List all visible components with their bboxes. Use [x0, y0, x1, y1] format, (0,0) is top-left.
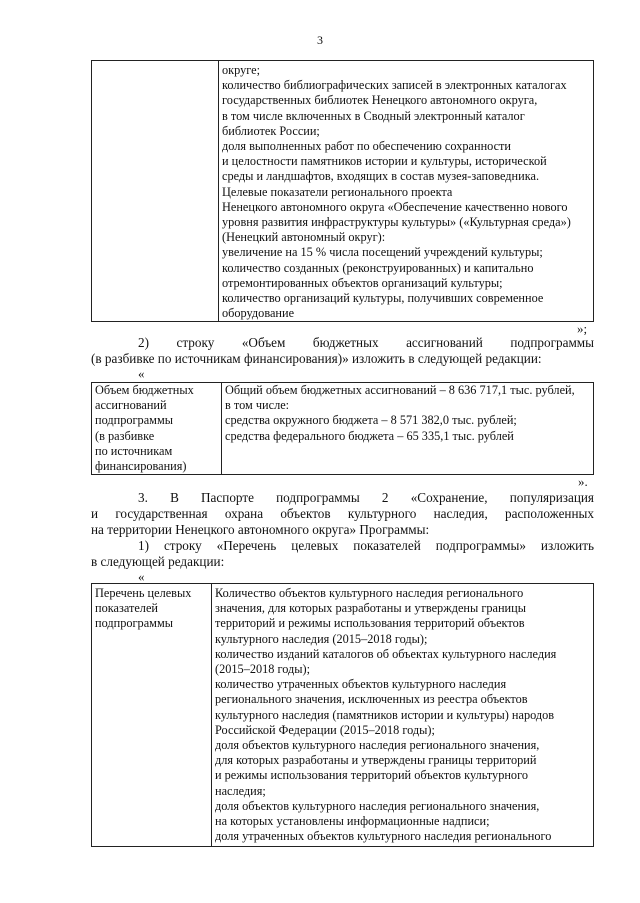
paragraph-item-2-line2: (в разбивке по источникам финансирования)» изложить в следующей редакции: — [91, 351, 542, 366]
cell-line: доля объектов культурного наследия регионального значения, — [215, 738, 540, 753]
cell-line: территорий и режимы использования территорий объектов — [215, 616, 525, 631]
cell-line: отремонтированных объектов организаций культуры; — [222, 275, 503, 290]
paragraph-item-2-line1: 2) строку «Объем бюджетных ассигнований подпрограммы — [138, 335, 594, 350]
cell-line: наследия; — [215, 783, 266, 798]
cell-line: по источникам — [95, 443, 173, 458]
opening-quote-2: « — [138, 366, 145, 381]
cell-line: на которых установлены информационные надписи; — [215, 814, 490, 829]
cell-line: количество созданных (реконструированных) и капитально — [222, 260, 534, 275]
cell-line: в том числе включенных в Сводный электронный каталог — [222, 108, 525, 123]
cell-line: уровня развития инфраструктуры культуры» («Культурная среда») — [222, 215, 571, 230]
cell-line: Количество объектов культурного наследия регионального — [215, 586, 524, 600]
paragraph-item-4-line2: в следующей редакции: — [91, 554, 225, 569]
cell-line: количество организаций культуры, получивших современное — [222, 291, 544, 306]
cell-line: увеличение на 15 % числа посещений учреждений культуры; — [222, 245, 543, 260]
paragraph-item-3-line3: на территории Ненецкого автономного округа» Программы: — [91, 522, 430, 537]
cell-line: средства федерального бюджета – 65 335,1 тыс. рублей — [225, 428, 514, 443]
cell-line: доля объектов культурного наследия регионального значения, — [215, 798, 540, 813]
cell-line: Объем бюджетных — [95, 383, 194, 397]
table-cell-right — [222, 383, 594, 475]
cell-line: округе; — [222, 63, 261, 77]
cell-line: государственных библиотек Ненецкого автономного округа, — [222, 93, 538, 108]
paragraph-item-3-line2: и государственная охрана объектов культурного наследия, расположенных — [91, 506, 594, 521]
cell-line: и целостности памятников истории и культуры, исторической — [222, 154, 547, 169]
cell-line: оборудование — [222, 306, 295, 321]
cell-line: Перечень целевых — [95, 586, 192, 600]
cell-line: в том числе: — [225, 398, 290, 413]
targets-table-continuation — [91, 60, 594, 322]
cell-line: (в разбивке — [95, 428, 155, 443]
cell-line: количество утраченных объектов культурного наследия — [215, 677, 507, 692]
cell-line: регионального значения, исключенных из реестра объектов — [215, 692, 528, 707]
cell-line: значения, для которых разработаны и утверждены границы — [215, 601, 526, 616]
cell-line: среды и ландшафтов, входящих в состав музея-заповедника. — [222, 169, 540, 184]
closing-quote-1: »; — [577, 321, 588, 336]
cell-line: и режимы использования территорий объектов культурного — [215, 768, 528, 783]
table-cell-left — [92, 584, 212, 847]
cell-line: Ненецкого автономного округа «Обеспечение качественно нового — [222, 199, 568, 214]
cell-line: культурного наследия (памятников истории и культуры) народов — [215, 707, 555, 722]
budget-table — [91, 382, 594, 475]
closing-quote-2: ». — [578, 474, 588, 489]
paragraph-item-4-line1: 1) строку «Перечень целевых показателей подпрограммы» изложить — [138, 538, 594, 553]
cell-line: количество библиографических записей в электронных каталогах — [222, 78, 567, 93]
cell-line: ассигнований — [95, 398, 167, 413]
table-cell-left — [92, 383, 222, 475]
cell-line: Целевые показатели регионального проекта — [222, 184, 453, 199]
cell-line: для которых разработаны и утверждены границы территорий — [215, 753, 537, 768]
table-cell-right — [212, 584, 594, 847]
table-cell-left — [92, 61, 219, 322]
cell-line: Общий объем бюджетных ассигнований – 8 636 717,1 тыс. рублей, — [225, 383, 575, 397]
cell-line: (Ненецкий автономный округ): — [222, 230, 386, 245]
cell-line: показателей — [95, 601, 158, 616]
opening-quote-3: « — [138, 569, 145, 584]
targets-table-subprogram-2 — [91, 583, 594, 847]
cell-line: библиотек России; — [222, 123, 320, 138]
cell-line: доля утраченных объектов культурного наследия регионального — [215, 829, 552, 844]
cell-line: финансирования) — [95, 459, 187, 474]
cell-line: культурного наследия (2015–2018 годы); — [215, 631, 428, 646]
cell-line: подпрограммы — [95, 616, 173, 631]
cell-line: подпрограммы — [95, 413, 173, 428]
cell-line: количество изданий каталогов об объектах культурного наследия — [215, 646, 557, 661]
table-cell-right — [219, 61, 594, 322]
paragraph-item-3-line1: 3. В Паспорте подпрограммы 2 «Сохранение, популяризация — [138, 490, 594, 505]
cell-line: (2015–2018 годы); — [215, 662, 311, 677]
cell-line: Российской Федерации (2015–2018 годы); — [215, 722, 435, 737]
cell-line: средства окружного бюджета – 8 571 382,0 тыс. рублей; — [225, 413, 517, 428]
page-number: 3 — [317, 33, 323, 47]
cell-line: доля выполненных работ по обеспечению сохранности — [222, 139, 512, 154]
